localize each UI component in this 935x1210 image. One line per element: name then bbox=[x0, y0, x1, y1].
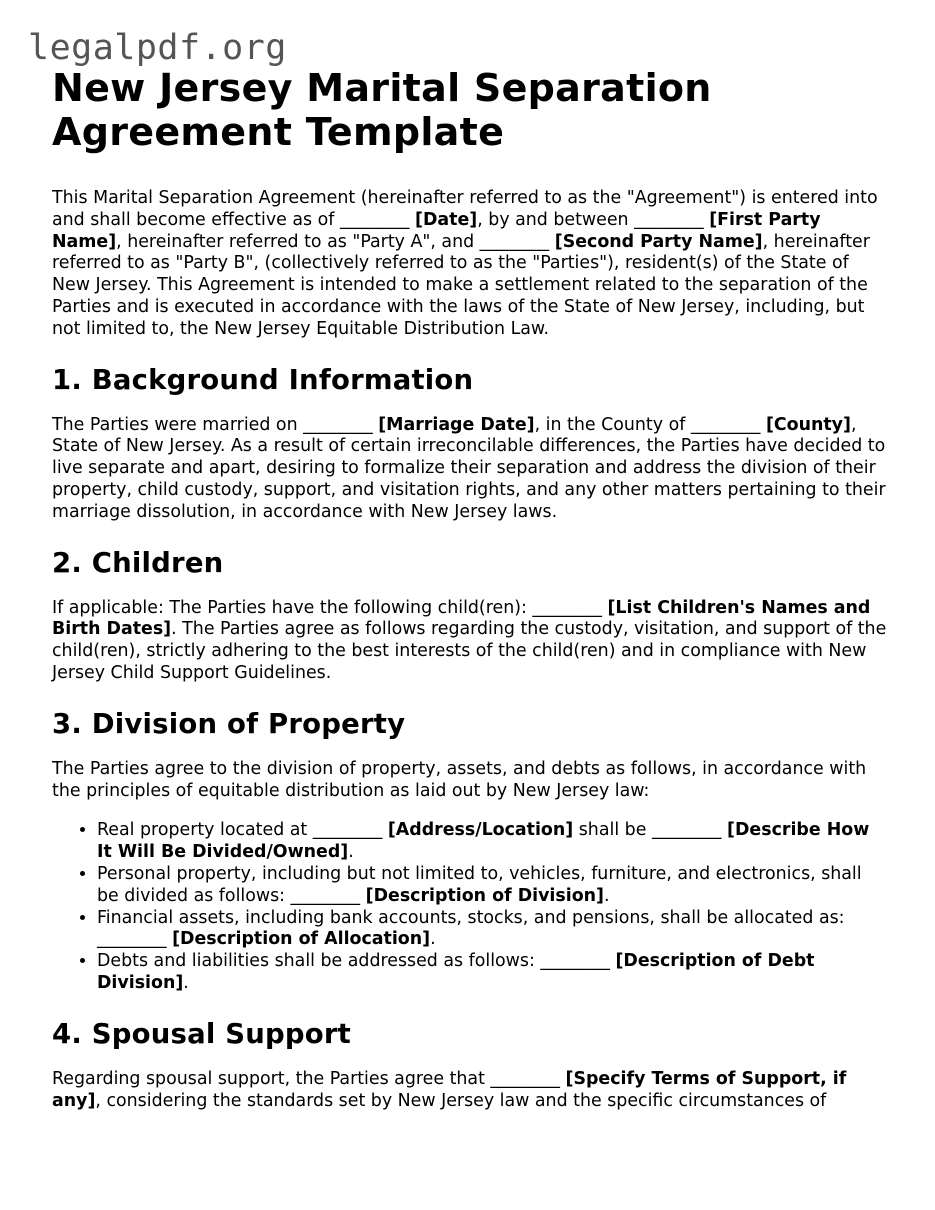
list-item-text: Personal property, including but not limited to, vehicles, furniture, and electronics, shall be divided as follows: ________ bbox=[97, 863, 862, 906]
address-placeholder: [Address/Location] bbox=[387, 820, 574, 841]
section-heading-children: 2. Children bbox=[52, 546, 224, 579]
intro-text: , hereinafter referred to as "Party A", and ________ bbox=[116, 231, 555, 252]
paragraph-text: , State of New Jersey. As a result of certain irreconcilable differences, the Parties have decided to live separate and apart, desiring to formalize their separation and address the division of their property, child custody, support, and visitation rights, and any other matters pertaining to their marriage dissolution, in accordance with New Jersey laws. bbox=[52, 414, 886, 522]
debt-division-placeholder: [Description of Debt Division] bbox=[97, 951, 815, 993]
county-placeholder: [County] bbox=[765, 414, 851, 435]
second-party-placeholder: [Second Party Name] bbox=[554, 231, 763, 252]
intro-text: , hereinafter referred to as "Party B", (collectively referred to as the "Parties"), resident(s) of the State of New Jersey. This Agreement is intended to make a settlement related to the separation of the Parties and is executed in accordance with the laws of the State of New Jersey, including, but not limited to, the New Jersey Equitable Distribution Law. bbox=[52, 231, 870, 339]
paragraph-text: If applicable: The Parties have the following child(ren): ________ bbox=[52, 597, 608, 618]
list-item-text: Real property located at ________ bbox=[97, 820, 388, 841]
list-item bbox=[97, 820, 888, 864]
list-item-text: . bbox=[183, 972, 189, 993]
document-page bbox=[52, 66, 888, 1112]
list-item-text: . bbox=[603, 885, 610, 906]
first-party-placeholder: [First Party Name] bbox=[52, 209, 821, 252]
background-paragraph bbox=[52, 415, 888, 524]
intro-text: , by and between ________ bbox=[477, 209, 710, 230]
list-item bbox=[97, 864, 888, 908]
list-item-text: Financial assets, including bank accounts, stocks, and pensions, shall be allocated as: ________ bbox=[97, 907, 845, 950]
paragraph-text: , considering the standards set by New Jersey law and the specific circumstances of bbox=[95, 1090, 827, 1111]
spousal-support-paragraph bbox=[52, 1069, 888, 1113]
intro-text: This Marital Separation Agreement (hereinafter referred to as the "Agreement") is entered into and shall become effective as of ________ bbox=[52, 188, 878, 230]
date-placeholder: [Date] bbox=[415, 209, 478, 230]
paragraph-text: Regarding spousal support, the Parties agree that ________ bbox=[52, 1068, 566, 1089]
list-item bbox=[97, 908, 888, 952]
allocation-placeholder: [Description of Allocation] bbox=[172, 929, 431, 950]
property-intro-paragraph: The Parties agree to the division of property, assets, and debts as follows, in accordance with the principles of equitable distribution as laid out by New Jersey law: bbox=[52, 758, 867, 801]
children-paragraph bbox=[52, 598, 888, 685]
watermark: legalpdf.org bbox=[28, 28, 287, 68]
paragraph-text: The Parties were married on ________ bbox=[52, 414, 379, 435]
section-heading-spousal-support: 4. Spousal Support bbox=[52, 1017, 351, 1050]
property-list bbox=[52, 820, 888, 994]
page-title: New Jersey Marital Separation Agreement Template bbox=[52, 66, 712, 154]
list-item bbox=[97, 951, 888, 995]
section-heading-background: 1. Background Information bbox=[52, 363, 474, 396]
paragraph-text: . The Parties agree as follows regarding the custody, visitation, and support of the child(ren), strictly adhering to the best interests of the child(ren) and in compliance with New Jersey Child Support Guidelines. bbox=[52, 619, 887, 683]
marriage-date-placeholder: [Marriage Date] bbox=[378, 414, 535, 435]
division-description-placeholder: [Description of Division] bbox=[365, 885, 604, 906]
list-item-text: shall be ________ bbox=[573, 820, 728, 841]
intro-paragraph bbox=[52, 188, 888, 341]
section-heading-property: 3. Division of Property bbox=[52, 707, 406, 740]
list-item-text: . bbox=[430, 929, 436, 950]
support-terms-placeholder: [Specify Terms of Support, if any] bbox=[52, 1068, 847, 1111]
list-item-text: Debts and liabilities shall be addressed as follows: ________ bbox=[97, 951, 616, 972]
paragraph-text: , in the County of ________ bbox=[534, 414, 766, 435]
list-item-text: . bbox=[348, 842, 354, 863]
children-names-placeholder: [List Children's Names and Birth Dates] bbox=[52, 597, 871, 640]
division-method-placeholder: [Describe How It Will Be Divided/Owned] bbox=[97, 820, 870, 863]
